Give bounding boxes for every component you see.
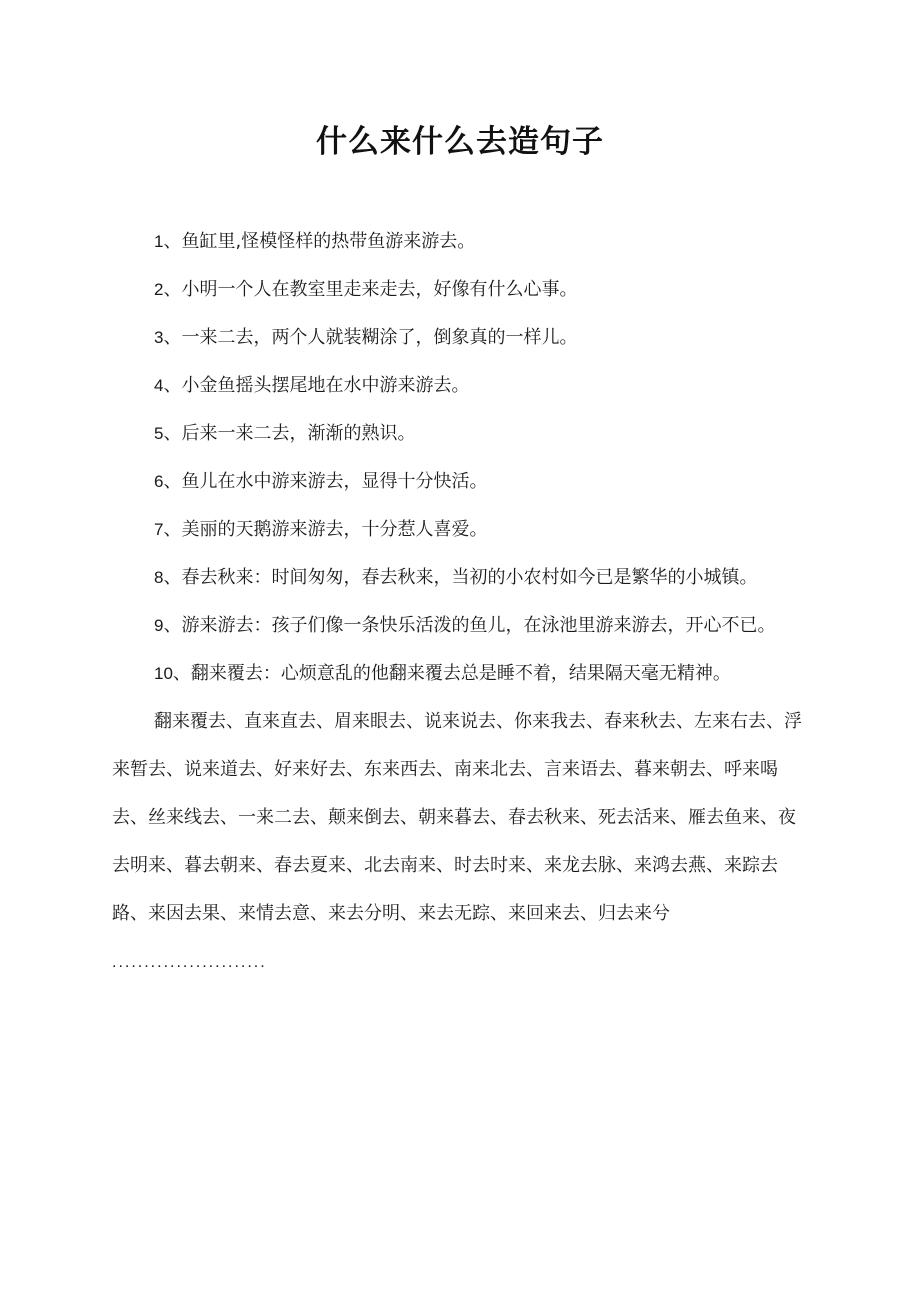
sentence-separator: 、 — [163, 519, 182, 540]
sentence-number: 3 — [154, 328, 164, 347]
sentence-number: 9 — [154, 616, 164, 635]
sentence-number: 1 — [154, 232, 164, 251]
sentence-3 — [112, 314, 802, 362]
sentence-text: 小金鱼摇头摆尾地在水中游来游去。 — [181, 375, 470, 396]
sentence-number: 2 — [154, 280, 164, 299]
sentence-6 — [112, 458, 802, 506]
sentence-separator: 、 — [163, 375, 182, 396]
sentence-text: 游来游去：孩子们像一条快乐活泼的鱼儿，在泳池里游来游去，开心不已。 — [181, 615, 776, 636]
page-title: 什么来什么去造句子 — [316, 124, 604, 160]
sentence-text: 翻来覆去：心烦意乱的他翻来覆去总是睡不着，结果隔天毫无精神。 — [190, 663, 731, 684]
sentence-separator: 、 — [163, 327, 182, 348]
sentence-number: 8 — [154, 568, 164, 587]
sentence-number: 7 — [154, 520, 164, 539]
sentence-separator: 、 — [163, 231, 182, 252]
document-body — [112, 218, 802, 987]
sentence-text: 鱼缸里,怪模怪样的热带鱼游来游去。 — [181, 231, 476, 252]
sentence-9 — [112, 602, 802, 650]
sentence-separator: 、 — [163, 471, 182, 492]
word-list-paragraph — [112, 698, 802, 987]
sentence-text: 美丽的天鹅游来游去，十分惹人喜爱。 — [181, 519, 488, 540]
sentence-separator: 、 — [163, 615, 182, 636]
sentence-number: 5 — [154, 424, 164, 443]
sentence-10 — [112, 650, 802, 698]
sentence-separator: 、 — [163, 567, 182, 588]
sentence-text: 一来二去，两个人就装糊涂了，倒象真的一样儿。 — [181, 327, 578, 348]
sentence-8 — [112, 554, 802, 602]
sentence-text: 后来一来二去，渐渐的熟识。 — [181, 423, 416, 444]
sentence-4 — [112, 362, 802, 410]
sentence-2 — [112, 266, 802, 314]
sentence-number: 6 — [154, 472, 164, 491]
sentence-number: 10 — [154, 664, 173, 683]
sentence-separator: 、 — [163, 423, 182, 444]
sentence-5 — [112, 410, 802, 458]
sentence-text: 鱼儿在水中游来游去，显得十分快活。 — [181, 471, 488, 492]
trailing-dots: ........................ — [112, 954, 267, 971]
sentence-text: 小明一个人在教室里走来走去，好像有什么心事。 — [181, 279, 578, 300]
sentence-separator: 、 — [163, 279, 182, 300]
sentence-1 — [112, 218, 802, 266]
sentence-number: 4 — [154, 376, 164, 395]
sentence-7 — [112, 506, 802, 554]
sentence-separator: 、 — [172, 663, 191, 684]
word-list: 翻来覆去、直来直去、眉来眼去、说来说去、你来我去、春来秋去、左来右去、浮来暂去、说来道去、好来好去、东来西去、南来北去、言来语去、暮来朝去、呼来喝去、丝来线去、一来二去、颠来倒去、朝来暮去、春去秋来、死去活来、雁去鱼来、夜去明来、暮去朝来、春去夏来、北去南来、时去时来、来龙去脉、来鸿去燕、来踪去路、来因去果、来情去意、来去分明、来去无踪、来回来去、归去来兮 — [112, 711, 802, 924]
sentence-text: 春去秋来：时间匆匆，春去秋来，当初的小农村如今已是繁华的小城镇。 — [181, 567, 758, 588]
